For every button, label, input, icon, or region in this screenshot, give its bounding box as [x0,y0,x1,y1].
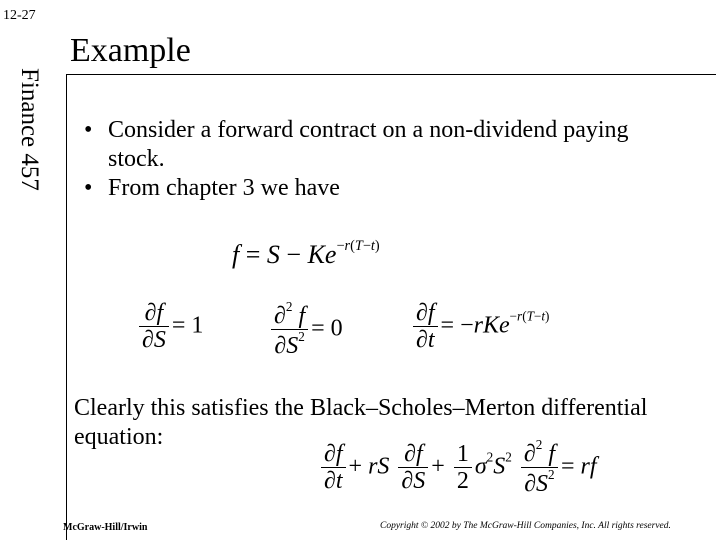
course-side-label [3,68,43,258]
bullet-list [84,116,684,203]
bsm-statement: Clearly this satisfies the Black–Scholes–Merton differential equation: [74,395,648,450]
delta-equation: $\frac{\partial f}{\partial S}$ = 1 [136,300,203,354]
bsm-equation: $\frac{\partial f}{\partial t}$ + rS $\frac{\partial f}{\partial S}$ + $\frac{1}{2}$ $\sigma^2S^2$ $\frac{\partial^2 f}{\partial S^2}$ = rf [318,438,597,498]
bullet-icon: • [84,175,93,201]
slide-title: Example [70,32,191,69]
bullet-item [84,116,684,174]
left-vertical-rule [66,74,67,540]
slide-number: 12-27 [3,8,36,23]
course-name: Finance 457 [16,68,43,191]
bullet-text: Consider a forward contract on a non-dividend paying stock. [108,117,629,172]
title-underline [66,74,716,75]
bullet-icon: • [84,117,93,143]
forward-price-equation: $f = S - Ke^{-r(T-t)}$ [232,238,380,269]
publisher-footer: McGraw-Hill/Irwin [63,522,148,533]
bullet-text: From chapter 3 we have [108,175,340,201]
theta-equation: $\frac{\partial f}{\partial t}$ = −rKe$^{-r(T-t)}$ [410,300,549,354]
bullet-item [84,174,684,203]
copyright-footer: Copyright © 2002 by The McGraw-Hill Companies, Inc. All rights reserved. [380,521,671,531]
gamma-equation: $\frac{\partial^2 f}{\partial S^2}$ = 0 [268,300,343,360]
